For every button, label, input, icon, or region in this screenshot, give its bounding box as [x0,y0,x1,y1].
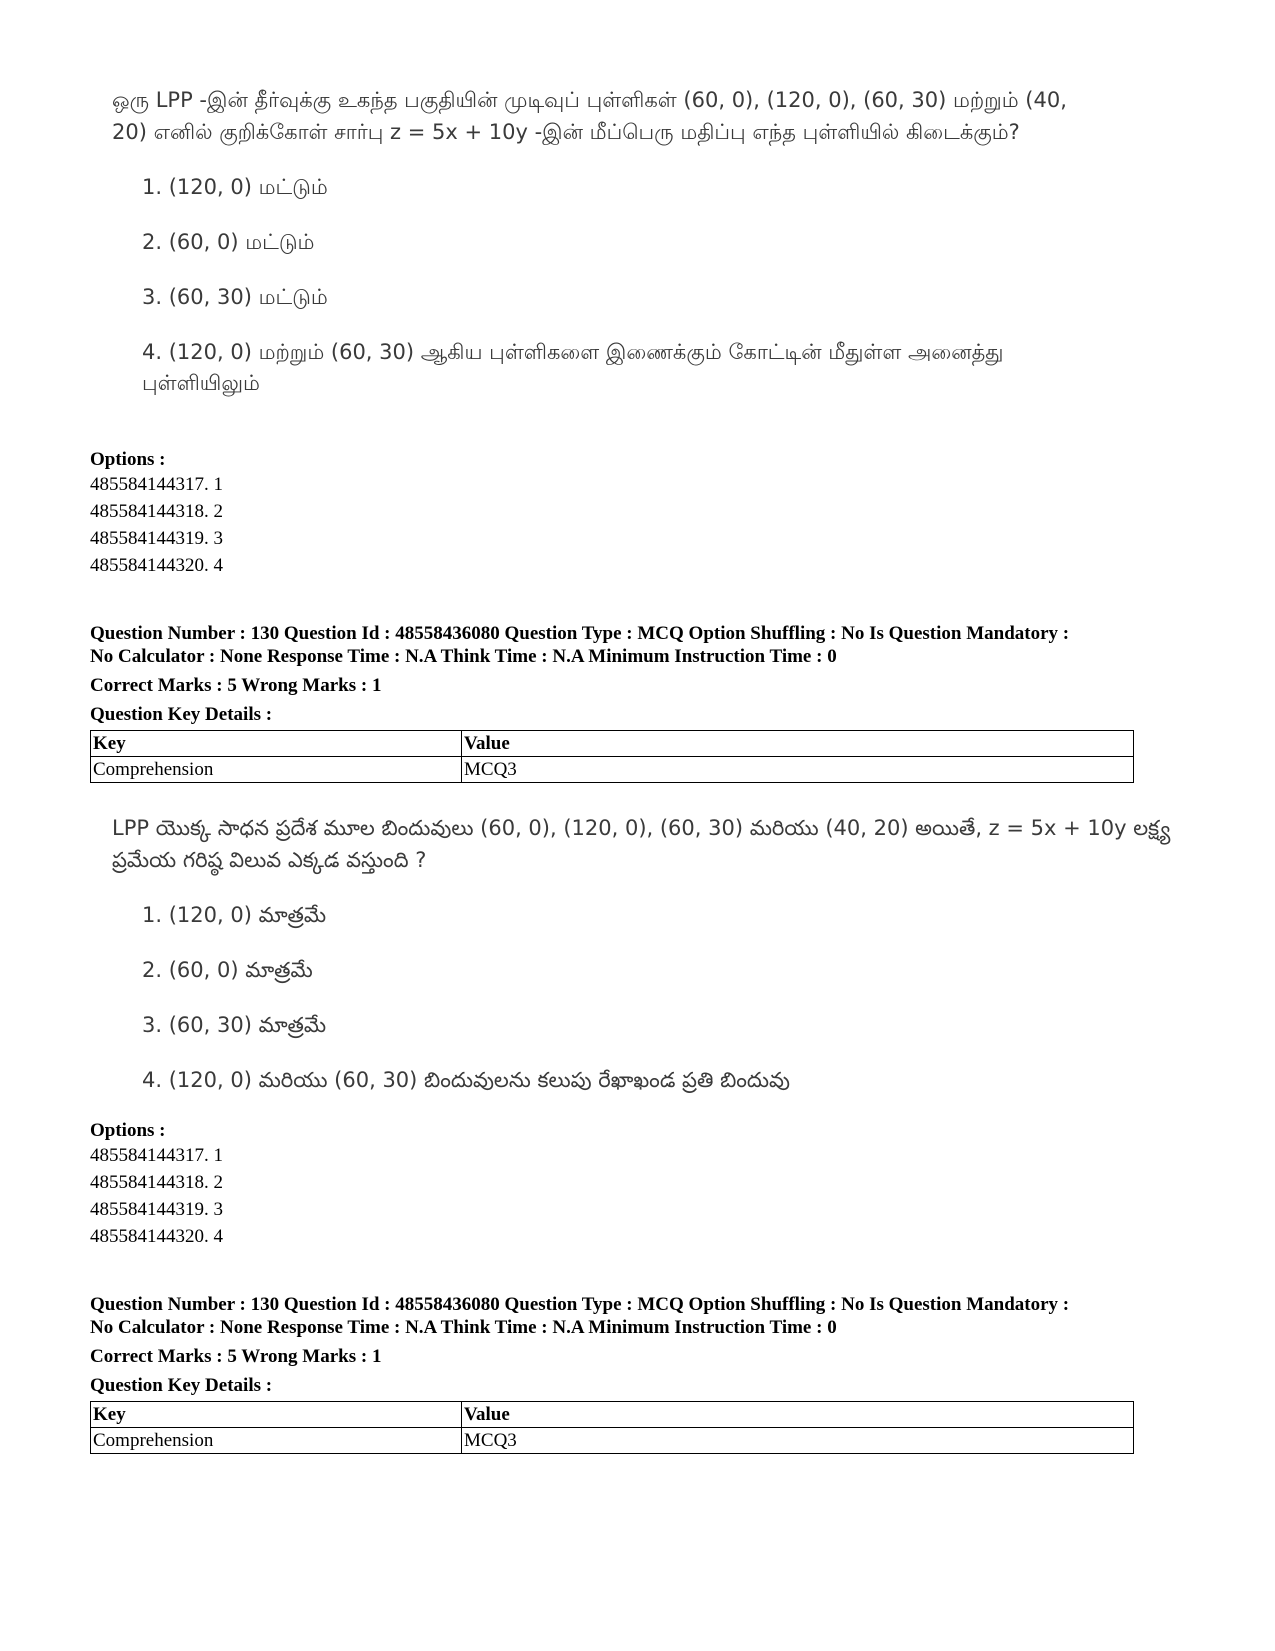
marks-line: Correct Marks : 5 Wrong Marks : 1 [90,675,382,696]
tamil-choice-4: 4. (120, 0) மற்றும் (60, 30) ஆகிய புள்ளிகளை இணைக்கும் கோட்டின் மீதுள்ள அனைத்து புள்ளியிலும் [142,340,1004,395]
marks-line: Correct Marks : 5 Wrong Marks : 1 [90,1346,382,1367]
option-4: 485584144320. 4 [90,555,223,576]
question-info-line-1: Question Number : 130 Question Id : 48558436080 Question Type : MCQ Option Shuffling : No Is Question Mandatory : [90,1294,1070,1315]
tamil-question-block [112,84,1072,399]
telugu-choice-list [112,900,1172,1096]
options-label: Options : [90,449,166,470]
options-label: Options : [90,1120,166,1141]
table-row [91,1428,1134,1454]
option-3: 485584144319. 3 [90,528,223,549]
table-header-row [91,731,1134,757]
tamil-choice-3: 3. (60, 30) மட்டும் [142,285,328,309]
telugu-choice-1: 1. (120, 0) మాత్రమే [142,903,327,927]
table-cell-key: Comprehension [91,757,462,783]
options-block-2 [90,1119,1180,1250]
option-1: 485584144317. 1 [90,1145,223,1166]
table-cell-value: MCQ3 [462,1428,1134,1454]
table-row [91,757,1134,783]
telugu-question-text: LPP యొక్క సాధన ప్రదేశ మూల బిందువులు (60, 0), (120, 0), (60, 30) మరియు (40, 20) అయితే, z = 5x + 10y లక్ష్య ప్రమేయ గరిష్ఠ విలువ ఎక్కడ వస్తుంది ? [112,816,1171,872]
table-header-value: Value [462,1402,1134,1428]
table-header-value: Value [462,731,1134,757]
table-header-row [91,1402,1134,1428]
table-header-key: Key [91,1402,462,1428]
tamil-choice-1: 1. (120, 0) மட்டும் [142,175,328,199]
tamil-choice-list [112,172,1072,399]
option-1: 485584144317. 1 [90,474,223,495]
question-info-block-2 [90,1293,1180,1454]
option-2: 485584144318. 2 [90,501,223,522]
telugu-choice-2: 2. (60, 0) మాత్రమే [142,958,313,982]
telugu-question-block [112,812,1172,1096]
key-details-table [90,1401,1134,1454]
key-details-label: Question Key Details : [90,704,273,725]
question-info-block-1 [90,622,1180,783]
tamil-choice-2: 2. (60, 0) மட்டும் [142,230,315,254]
option-4: 485584144320. 4 [90,1226,223,1247]
question-info-line-2: No Calculator : None Response Time : N.A Think Time : N.A Minimum Instruction Time : 0 [90,646,837,667]
table-header-key: Key [91,731,462,757]
key-details-table [90,730,1134,783]
table-cell-key: Comprehension [91,1428,462,1454]
option-2: 485584144318. 2 [90,1172,223,1193]
telugu-choice-3: 3. (60, 30) మాత్రమే [142,1013,327,1037]
key-details-label: Question Key Details : [90,1375,273,1396]
question-info-line-2: No Calculator : None Response Time : N.A Think Time : N.A Minimum Instruction Time : 0 [90,1317,837,1338]
tamil-question-text: ஒரு LPP -இன் தீர்வுக்கு உகந்த பகுதியின் முடிவுப் புள்ளிகள் (60, 0), (120, 0), (60, 30) மற்றும் (40, 20) எனில் குறிக்கோள் சார்பு z = 5x + 10y -இன் மீப்பெரு மதிப்பு எந்த புள்ளியில் கிடைக்கும்? [112,88,1067,144]
options-block-1 [90,448,1180,579]
table-cell-value: MCQ3 [462,757,1134,783]
question-info-line-1: Question Number : 130 Question Id : 48558436080 Question Type : MCQ Option Shuffling : No Is Question Mandatory : [90,623,1070,644]
telugu-choice-4: 4. (120, 0) మరియు (60, 30) బిందువులను కలుపు రేఖాఖండ ప్రతి బిందువు [142,1068,790,1092]
option-3: 485584144319. 3 [90,1199,223,1220]
